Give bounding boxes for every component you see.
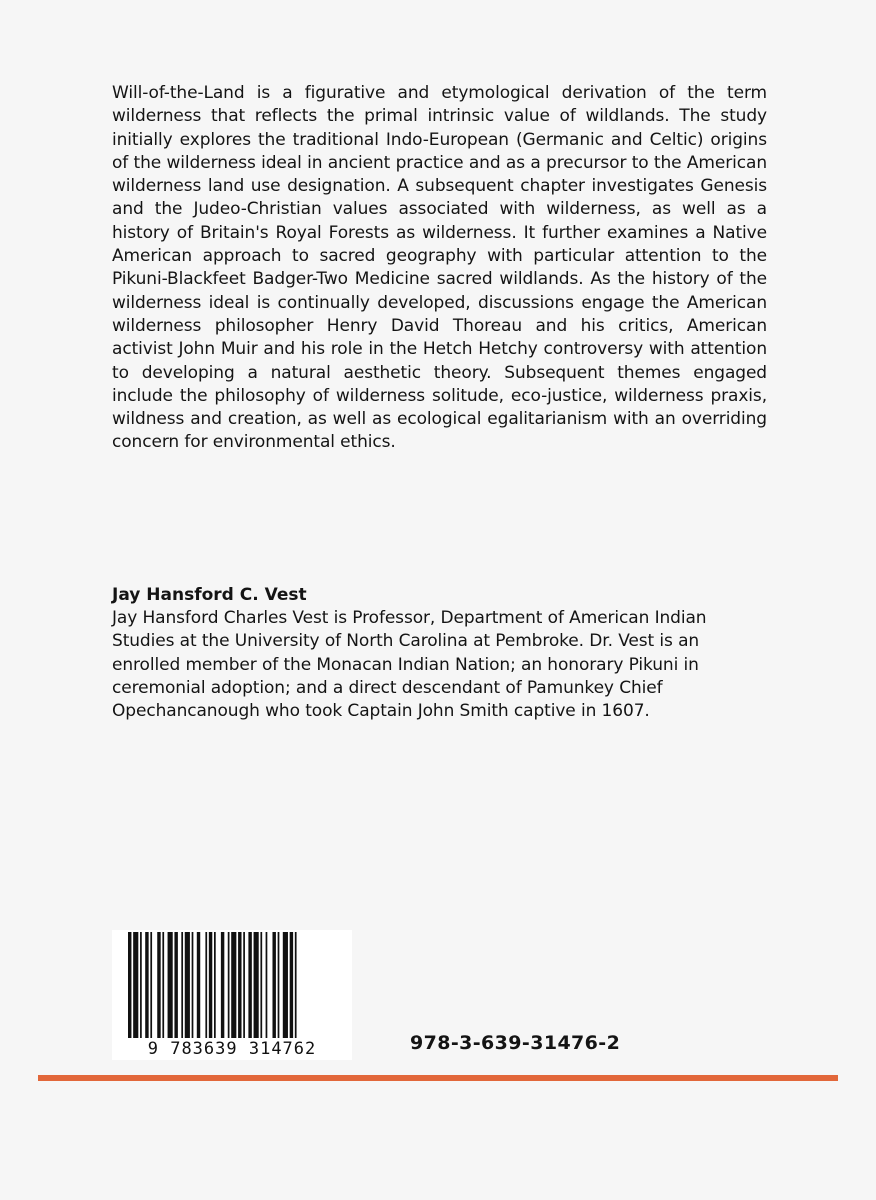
barcode-bar	[243, 932, 245, 1038]
author-name: Jay Hansford C. Vest	[112, 585, 307, 605]
barcode-bar	[278, 932, 280, 1038]
book-description: Will-of-the-Land is a figurative and etymological derivation of the term wilderness that reflects the primal intrinsic value of wildlands. The study initially explores the traditional Indo-European (Germanic and Celtic) origins of the wilderness ideal in ancient practice and as a precursor to the American wilderness land use designation. A subsequent chapter investigates Genesis and the Judeo-Christian values associated with wilderness, as well as a history of Britain's Royal Forests as wilderness. It further examines a Native American approach to sacred geography with particular attention to the Pikuni-Blackfeet Badger-Two Medicine sacred wildlands. As the history of the wilderness ideal is continually developed, discussions engage the American wilderness philosopher Henry David Thoreau and his critics, American activist John Muir and his role in the Hetch Hetchy controversy with attention to developing a natural aesthetic theory. Subsequent themes engaged include the philosophy of wilderness solitude, eco-justice, wilderness praxis, wildness and creation, as well as ecological egalitarianism with an overriding concern for environmental ethics.	[112, 83, 767, 453]
barcode-bar	[254, 932, 259, 1038]
barcode-bar	[238, 932, 241, 1038]
barcode-bar	[133, 932, 138, 1050]
barcode-bar	[260, 932, 262, 1038]
author-section	[112, 584, 772, 723]
barcode-bar	[197, 932, 200, 1038]
barcode-bar	[181, 932, 183, 1038]
barcode-bar	[205, 932, 207, 1038]
barcode-bar	[248, 932, 251, 1038]
author-bio: Jay Hansford Charles Vest is Professor, Department of American Indian Studies at the University of North Carolina at Pembroke. Dr. Vest is an enrolled member of the Monacan Indian Nation; an honorary Pikuni in ceremonial adoption; and a direct descendant of Pamunkey Chief Opechancanough who took Captain John Smith captive in 1607.	[112, 608, 707, 722]
barcode-bar	[162, 932, 164, 1038]
barcode-bar	[128, 932, 131, 1050]
barcode-bar	[157, 932, 160, 1038]
barcode-digits: 9 783639 314762	[112, 1038, 352, 1060]
barcode-bar	[168, 932, 173, 1038]
barcode-bar	[214, 932, 216, 1050]
barcode-bar	[192, 932, 194, 1038]
barcode-bar	[266, 932, 268, 1038]
barcode-bar	[295, 932, 297, 1050]
barcode-bar	[221, 932, 224, 1038]
barcode-bar	[185, 932, 190, 1038]
barcode-bar	[228, 932, 230, 1038]
barcode-bar	[231, 932, 236, 1038]
barcode-bar	[174, 932, 177, 1038]
barcode-bar	[150, 932, 152, 1038]
barcode-bar	[283, 932, 288, 1038]
barcode-bar	[145, 932, 148, 1038]
barcode-bar	[290, 932, 293, 1038]
barcode-bar	[272, 932, 275, 1038]
barcode-bar	[140, 932, 142, 1038]
isbn-number: 978-3-639-31476-2	[410, 1032, 621, 1054]
barcode-bar	[209, 932, 212, 1050]
accent-divider	[38, 1075, 838, 1081]
isbn-barcode	[112, 930, 352, 1060]
